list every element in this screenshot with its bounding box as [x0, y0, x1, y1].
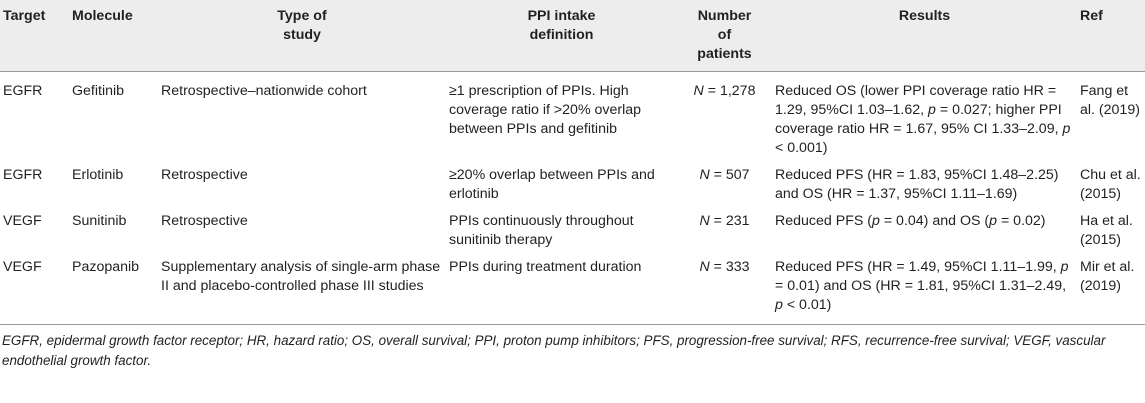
cell-target: VEGF: [3, 259, 42, 275]
header-ref: Ref: [1080, 8, 1103, 24]
cell-results: Reduced PFS (HR = 1.49, 95%CI 1.11–1.99, p = 0.01) and OS (HR = 1.81, 95%CI 1.31–2.49, p < 0.01): [775, 259, 1069, 313]
table-row: [0, 158, 1145, 204]
cell-study-type: Retrospective: [161, 213, 248, 229]
header-row: [0, 0, 1145, 72]
cell-ppi-definition: PPIs during treatment duration: [449, 259, 642, 275]
cell-ref: Fang et al. (2019): [1080, 83, 1140, 118]
cell-ppi-definition: ≥20% overlap between PPIs and erlotinib: [449, 167, 655, 202]
cell-study-type: Retrospective: [161, 167, 248, 183]
cell-ppi-definition: PPIs continuously throughout sunitinib therapy: [449, 213, 634, 248]
cell-results: Reduced PFS (p = 0.04) and OS (p = 0.02): [775, 213, 1046, 229]
table-row: [0, 250, 1145, 325]
cell-study-type: Supplementary analysis of single-arm phase II and placebo-controlled phase III studies: [161, 259, 441, 294]
cell-target: EGFR: [3, 167, 43, 183]
cell-target: EGFR: [3, 83, 43, 99]
cell-molecule: Sunitinib: [72, 213, 127, 229]
cell-patients: N = 231: [699, 213, 750, 229]
cell-patients: N = 333: [699, 259, 750, 275]
cell-molecule: Erlotinib: [72, 167, 124, 183]
cell-ref: Mir et al. (2019): [1080, 259, 1135, 294]
cell-study-type: Retrospective–nationwide cohort: [161, 83, 367, 99]
header-results: Results: [898, 8, 951, 24]
cell-results: Reduced OS (lower PPI coverage ratio HR = 1.29, 95%CI 1.03–1.62, p = 0.027; higher PPI coverage ratio HR = 1.67, 95% CI 1.33–2.09, p < 0.001): [775, 83, 1071, 156]
table-footnote: EGFR, epidermal growth factor receptor; HR, hazard ratio; OS, overall survival; PPI, proton pump inhibitors; PFS, progression-free survival; RFS, recurrence-free survival; VEGF, vascular endothelial growth factor.: [2, 333, 1106, 368]
header-ppi-definition: PPI intake definition: [527, 8, 596, 43]
header-molecule: Molecule: [72, 8, 133, 24]
header-type-of-study: Type of study: [277, 8, 327, 43]
cell-molecule: Pazopanib: [72, 259, 140, 275]
header-number-of-patients: Number of patients: [697, 8, 752, 62]
cell-ref: Ha et al. (2015): [1080, 213, 1133, 248]
cell-patients: N = 507: [699, 167, 750, 183]
cell-ref: Chu et al. (2015): [1080, 167, 1141, 202]
cell-patients: N = 1,278: [693, 83, 756, 99]
table-row: [0, 204, 1145, 250]
cell-target: VEGF: [3, 213, 42, 229]
header-target: Target: [3, 8, 46, 24]
cell-molecule: Gefitinib: [72, 83, 125, 99]
cell-results: Reduced PFS (HR = 1.83, 95%CI 1.48–2.25) and OS (HR = 1.37, 95%CI 1.11–1.69): [775, 167, 1059, 202]
table-row: [0, 72, 1145, 159]
cell-ppi-definition: ≥1 prescription of PPIs. High coverage ratio if >20% overlap between PPIs and gefitinib: [449, 83, 642, 137]
